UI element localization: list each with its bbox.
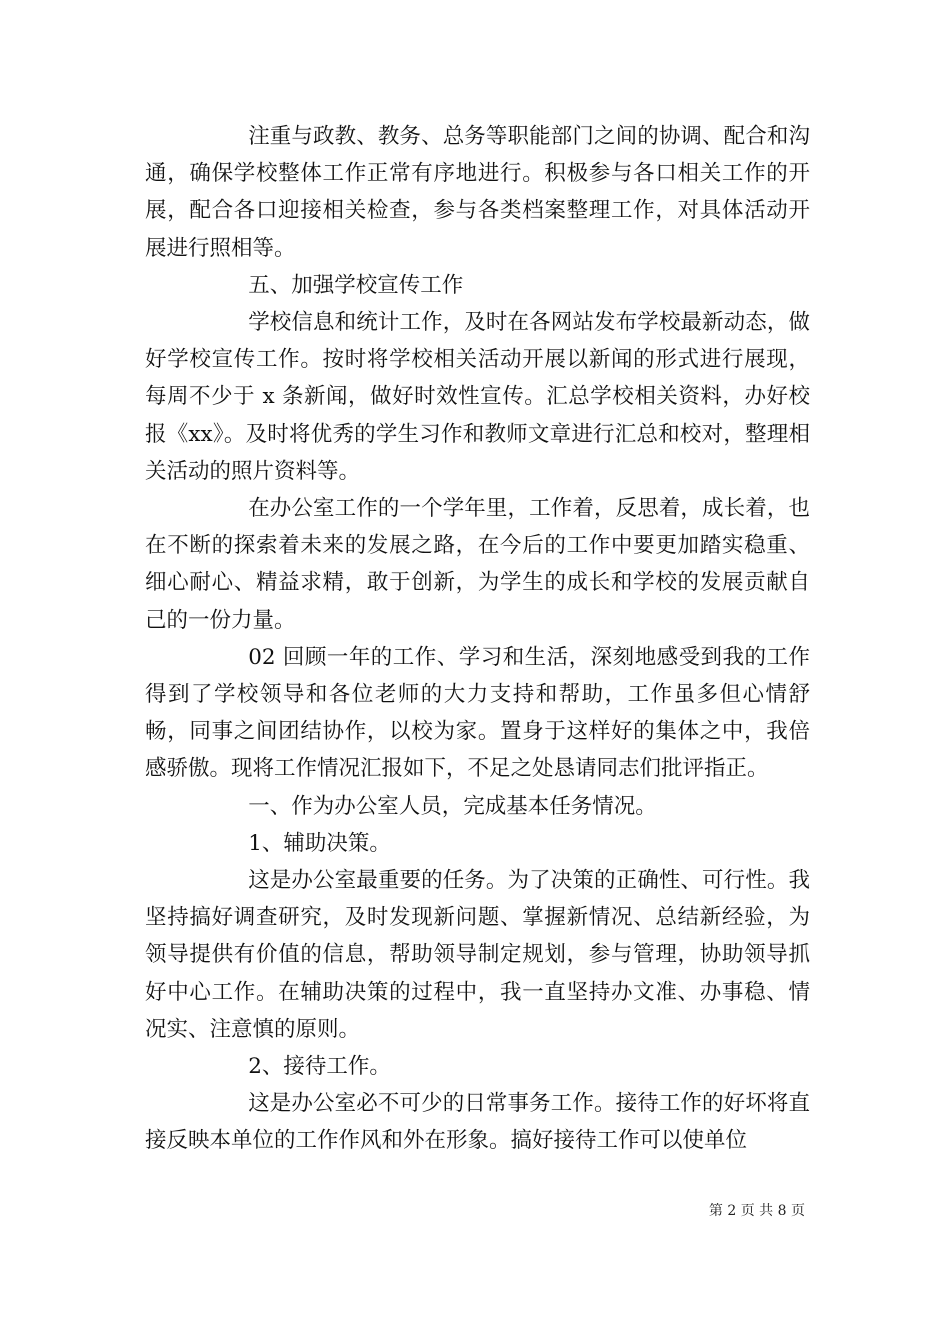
section-heading: 五、加强学校宣传工作 — [248, 272, 464, 298]
paragraph: 注重与政教、教务、总务等职能部门之间的协调、配合和沟通，确保学校整体工作正常有序地进行。积极参与各口相关工作的开展，配合各口迎接相关检查，参与各类档案整理工作，对具体活动开展进行照相等。 — [145, 124, 810, 261]
paragraph: 这是办公室必不可少的日常事务工作。接待工作的好坏将直接反映本单位的工作作风和外在形象。搞好接待工作可以使单位 — [145, 1091, 810, 1154]
paragraph: 02 回顾一年的工作、学习和生活，深刻地感受到我的工作得到了学校领导和各位老师的大力支持和帮助，工作虽多但心情舒畅，同事之间团结协作，以校为家。置身于这样好的集体之中，我倍感骄傲。现将工作情况汇报如下，不足之处恳请同志们批评指正。 — [145, 644, 810, 782]
paragraph: 学校信息和统计工作，及时在各网站发布学校最新动态，做好学校宣传工作。按时将学校相关活动开展以新闻的形式进行展现，每周不少于 x 条新闻，做好时效性宣传。汇总学校相关资料，办好校报《xx》。及时将优秀的学生习作和教师文章进行汇总和校对，整理相关活动的照片资料等。 — [145, 310, 810, 484]
page-number: 第 2 页 共 8 页 — [708, 1203, 805, 1219]
section-heading: 一、作为办公室人员，完成基本任务情况。 — [248, 793, 657, 819]
paragraph: 这是办公室最重要的任务。为了决策的正确性、可行性。我坚持搞好调查研究，及时发现新问题、掌握新情况、总结新经验，为领导提供有价值的信息，帮助领导制定规划，参与管理，协助领导抓好中心工作。在辅助决策的过程中，我一直坚持办文准、办事稳、情况实、注意慎的原则。 — [145, 868, 810, 1042]
subsection-heading: 1、辅助决策。 — [248, 830, 391, 856]
subsection-heading: 2、接待工作。 — [248, 1054, 391, 1080]
paragraph: 在办公室工作的一个学年里，工作着，反思着，成长着，也在不断的探索着未来的发展之路，在今后的工作中要更加踏实稳重、细心耐心、精益求精，敢于创新，为学生的成长和学校的发展贡献自己的一份力量。 — [145, 496, 810, 633]
document-body — [145, 118, 810, 1160]
